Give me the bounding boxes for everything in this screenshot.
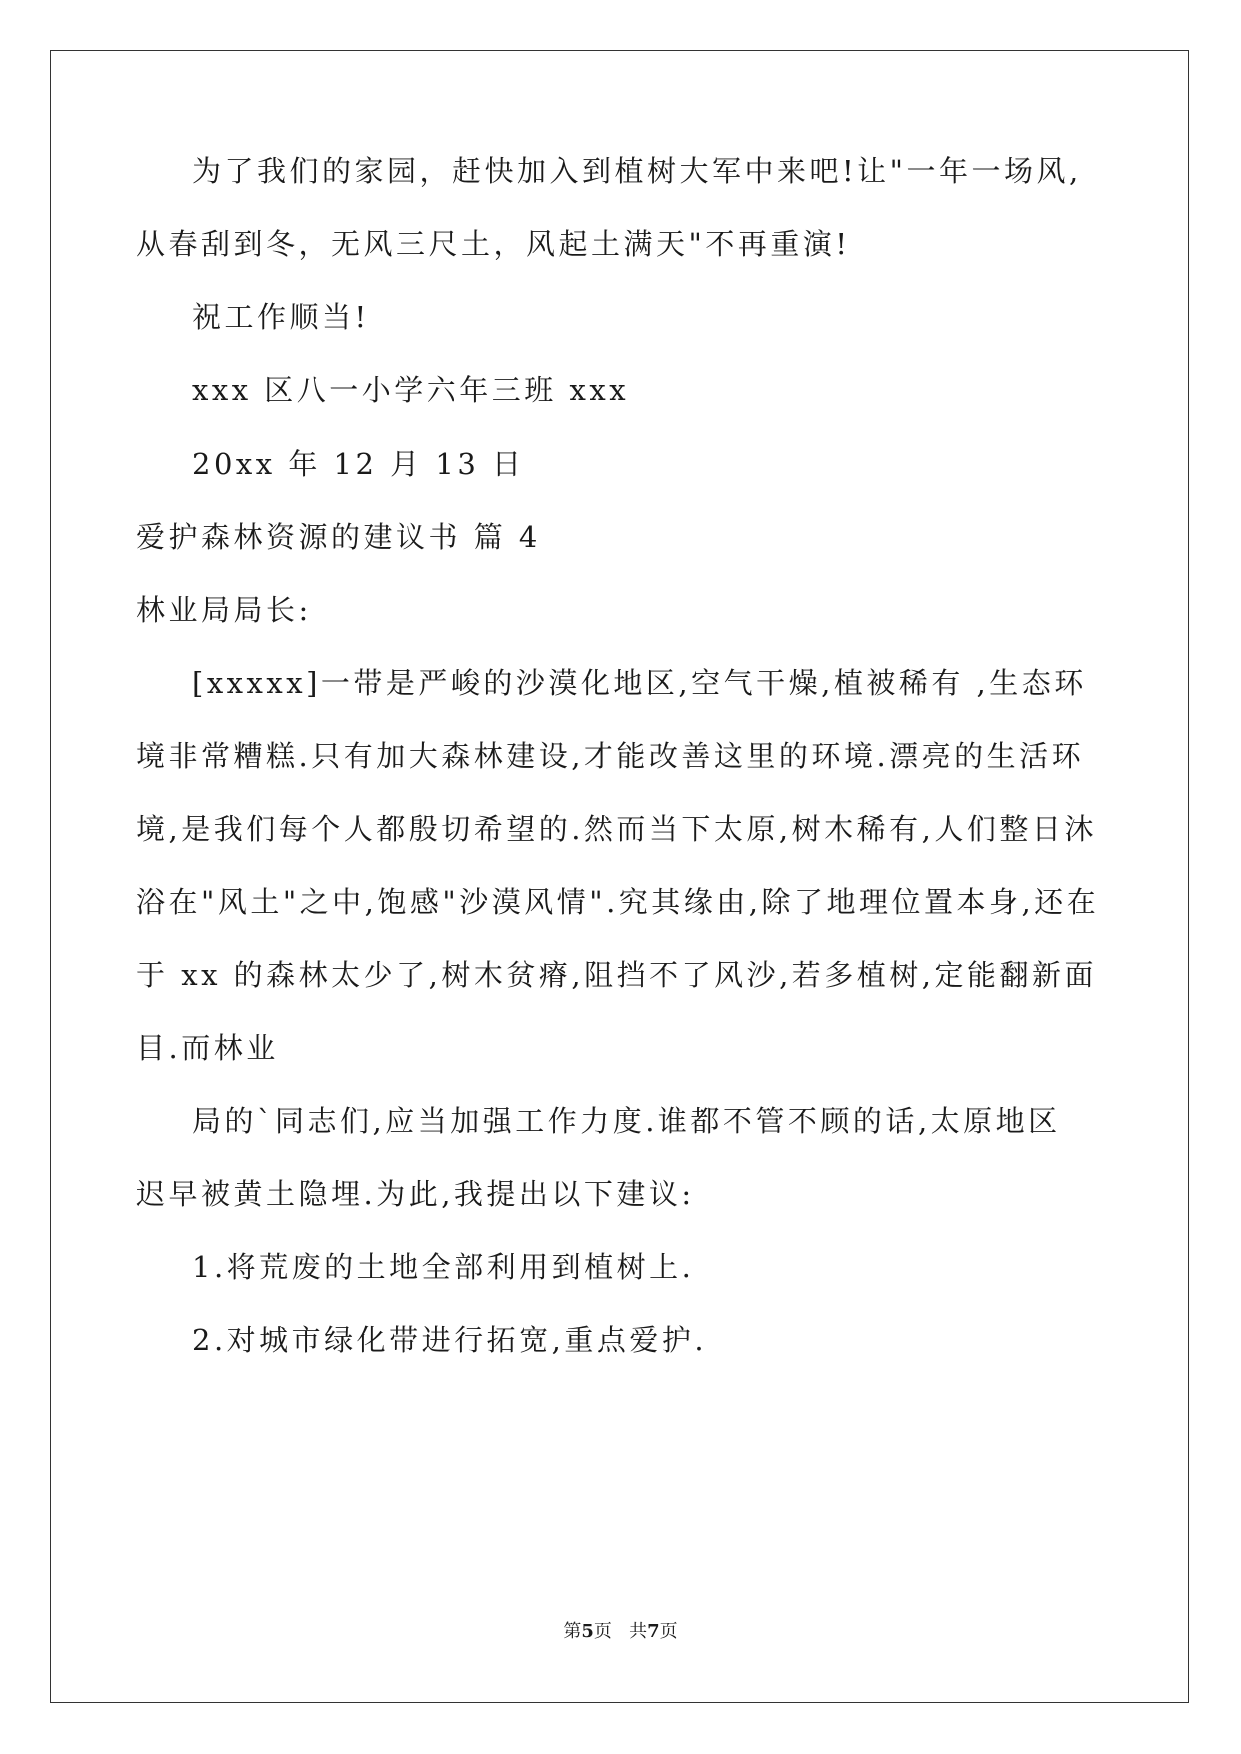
text-line: 浴在"风土"之中,饱感"沙漠风情".究其缘由,除了地理位置本身,还在: [136, 885, 1100, 919]
page-prefix: 第: [563, 1621, 582, 1642]
sender-line: xxx 区八一小学六年三班 xxx: [192, 373, 630, 407]
salutation: 林业局局长:: [136, 593, 312, 627]
text-line: 境非常糟糕.只有加大森林建设,才能改善这里的环境.漂亮的生活环: [136, 739, 1085, 773]
text-line: 从春刮到冬，无风三尺土，风起土满天"不再重演!: [136, 227, 851, 261]
text-line: 为了我们的家园，赶快加入到植树大军中来吧!让"一年一场风,: [192, 154, 1082, 188]
text-line: 迟早被黄土隐埋.为此,我提出以下建议:: [136, 1177, 695, 1211]
list-item: 2.对城市绿化带进行拓宽,重点爱护.: [192, 1323, 708, 1357]
text-line: 于 xx 的森林太少了,树木贫瘠,阻挡不了风沙,若多植树,定能翻新面: [136, 958, 1098, 992]
page-footer: [0, 1620, 1241, 1644]
section-heading: 爱护森林资源的建议书 篇 4: [136, 520, 541, 554]
total-page-number: 7: [647, 1621, 660, 1642]
text-line: 局的`同志们,应当加强工作力度.谁都不管不顾的话,太原地区: [192, 1104, 1061, 1138]
page-middle: 页 共: [593, 1621, 648, 1642]
current-page-number: 5: [581, 1621, 594, 1642]
text-line: 境,是我们每个人都殷切希望的.然而当下太原,树木稀有,人们整日沐: [136, 812, 1097, 846]
list-item: 1.将荒废的土地全部利用到植树上.: [192, 1250, 695, 1284]
text-line: 祝工作顺当!: [192, 300, 370, 334]
page-suffix: 页: [659, 1621, 678, 1642]
date-line: 20xx 年 12 月 13 日: [192, 447, 525, 481]
text-line: [xxxxx]一带是严峻的沙漠化地区,空气干燥,植被稀有 ,生态环: [192, 666, 1087, 700]
text-line: 目.而林业: [136, 1031, 279, 1065]
